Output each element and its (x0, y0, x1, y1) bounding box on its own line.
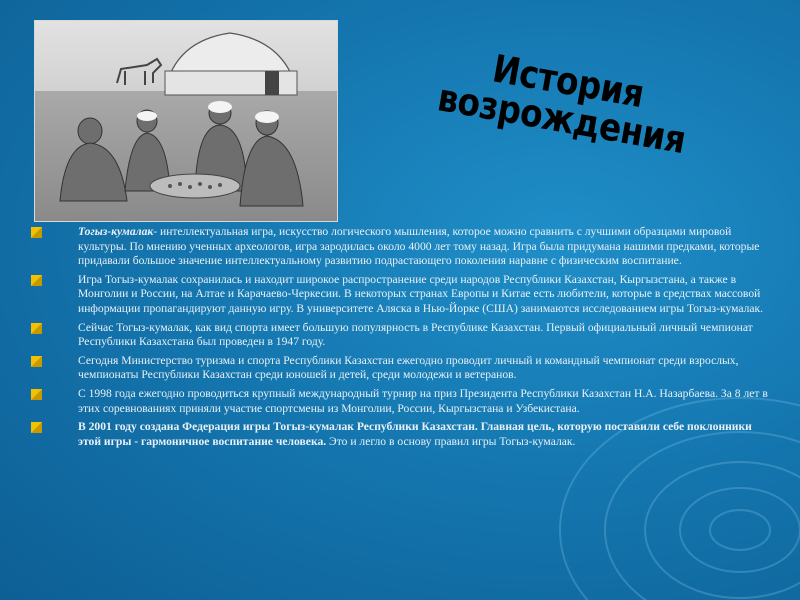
bullet-icon (30, 355, 44, 368)
list-item (30, 273, 770, 317)
list-item (30, 354, 770, 383)
bullet-icon (30, 226, 44, 239)
bullet-icon (30, 421, 44, 434)
item-text: - интеллектуальная игра, искусство логического мышления, которое можно сравнить с лучшими образцами мировой культуры. По мнению ученных археологов, игра зародилась около 4000 лет тому назад. Игра была придумана нашими предками, которые придавали большое значение интеллектуальному развитию подрастающего поколения наравне с физическим воспитание. (78, 225, 760, 268)
item-text: Это и легло в основу правил игры Тогыз-кумалак. (326, 434, 576, 448)
slide-title: История возрождения (434, 46, 690, 163)
item-text: С 1998 года ежегодно проводиться крупный международный турнир на приз Президента Республики Казахстан Н.А. Назарбаева. За 8 лет в этих соревнованиях приняли участие спортсмены из Монголии, России, Кыргызстана и Узбекистана. (78, 386, 768, 415)
list-item (30, 225, 770, 269)
term-label: Тогыз-кумалак (78, 225, 154, 238)
bullet-icon (30, 322, 44, 335)
list-item (30, 420, 770, 449)
item-text: Сегодня Министерство туризма и спорта Республики Казахстан ежегодно проводит личный и командный чемпионат среди взрослых, чемпионаты Республики Казахстан среди юношей и детей, среди молодежи и ветеранов. (78, 353, 739, 382)
bullet-icon (30, 274, 44, 287)
list-item (30, 321, 770, 350)
bullet-list (30, 225, 770, 453)
item-bold-text: В 2001 году создана Федерация игры Тогыз-кумалак Республики Казахстан. Главная цель, которую поставили себе поклонники этой игры - гармоничное воспитание человека. (78, 420, 752, 448)
photo-illustration (35, 21, 337, 221)
historical-photo (34, 20, 338, 222)
bullet-icon (30, 388, 44, 401)
item-text: Игра Тогыз-кумалак сохранилась и находит широкое распространение среди народов Республики Казахстан, Кыргызстана, а также в Монголии и России, на Алтае и Карачаево-Черкесии. В некоторых странах Европы и Китае есть любители, которые в средствах массовой информации пропагандируют данную игру. В университете Аляска в Нью-Йорке (США) занимаются исследованием игры Тогыз-кумалак. (78, 272, 764, 315)
item-text: Сейчас Тогыз-кумалак, как вид спорта имеет большую популярность в Республике Казахстан. Первый официальный личный чемпионат Республики Казахстана был проведен в 1947 году. (78, 320, 753, 349)
list-item (30, 387, 770, 416)
